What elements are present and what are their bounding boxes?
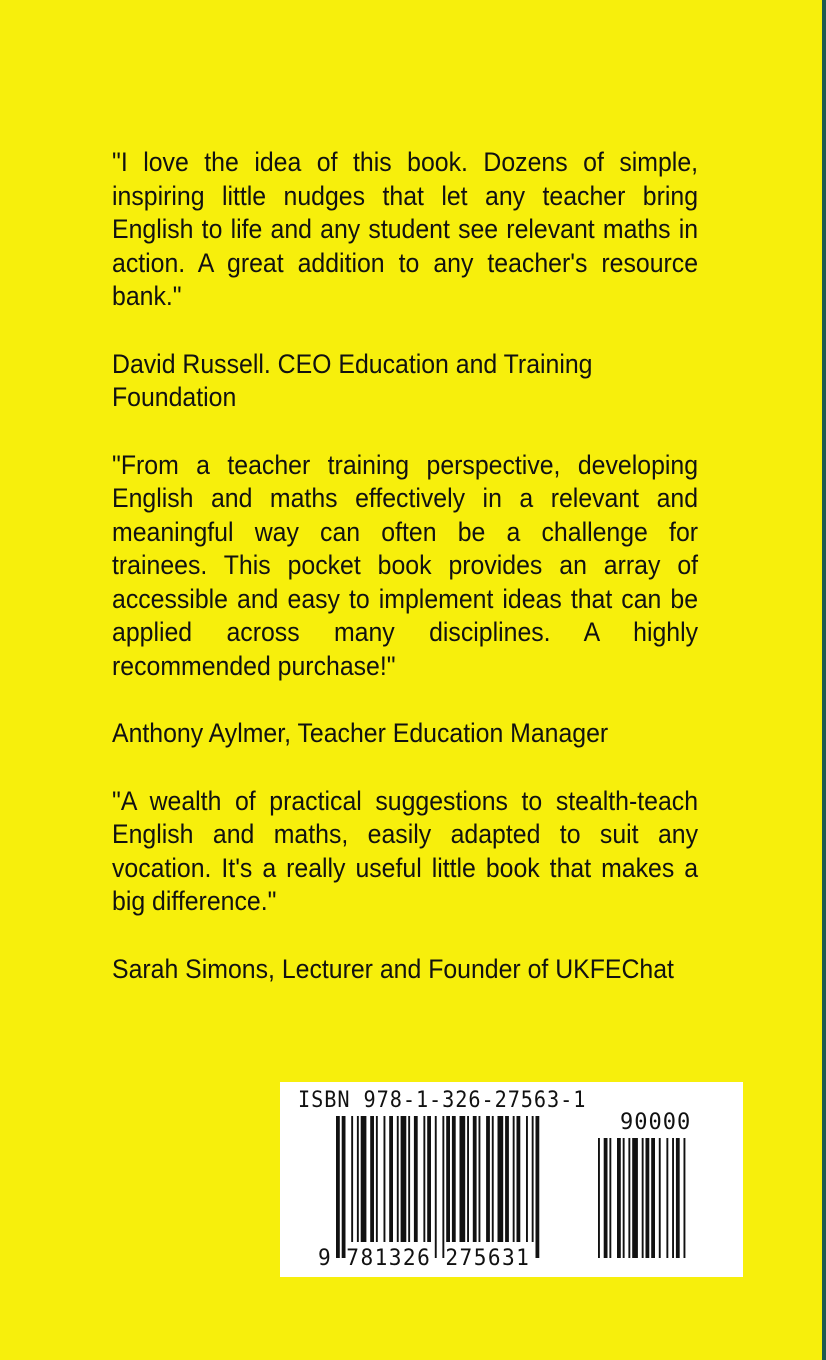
- barcode-bar: [492, 1116, 494, 1242]
- barcode-bar: [486, 1116, 490, 1242]
- ean-digits: 9 781326 275631: [318, 1246, 531, 1271]
- barcode-bar: [446, 1116, 450, 1242]
- barcode-bar: [604, 1138, 608, 1258]
- barcode-bar: [598, 1138, 600, 1258]
- barcode-bar: [672, 1138, 674, 1258]
- barcode-bar: [397, 1116, 399, 1242]
- barcode-bar: [623, 1138, 625, 1258]
- barcode-bar: [408, 1116, 410, 1242]
- barcode-bar: [336, 1116, 340, 1258]
- barcode-bar: [467, 1116, 469, 1242]
- barcode-bar: [532, 1116, 534, 1242]
- isbn-label: ISBN 978-1-326-27563-1: [298, 1088, 587, 1113]
- testimonial-attribution-2: Anthony Aylmer, Teacher Education Manager: [112, 718, 609, 748]
- testimonial-quote-3: "A wealth of practical suggestions to stealth-teach English and maths, easily adapted to suit any vocation. It's a really useful little book that makes a big difference.": [112, 785, 699, 916]
- testimonial-attribution-3: Sarah Simons, Lecturer and Founder of UKFEChat: [112, 953, 674, 984]
- barcode-bar: [479, 1116, 481, 1242]
- barcode-bar: [473, 1116, 477, 1242]
- barcode-bar: [414, 1116, 418, 1242]
- barcode-bar: [609, 1138, 611, 1258]
- barcode-bar: [666, 1138, 668, 1258]
- barcode-bar: [498, 1116, 504, 1242]
- testimonial-quote-1: "I love the idea of this book. Dozens of simple, inspiring little nudges that let any teacher bring English to life and any student see relevant maths in action. A great addition to any teacher's resource bank.": [112, 147, 699, 311]
- barcode-bar: [684, 1138, 686, 1258]
- barcode-bar: [632, 1138, 638, 1258]
- barcode-bar: [646, 1138, 650, 1258]
- attribution-1-line-1: David Russell. CEO Education and Training: [112, 348, 593, 379]
- barcode-bar: [536, 1116, 540, 1258]
- barcode-bar: [517, 1116, 521, 1242]
- barcode-bar: [505, 1116, 509, 1242]
- barcode-bar: [659, 1138, 661, 1258]
- barcode-bar: [376, 1116, 378, 1242]
- barcode-bar: [651, 1138, 655, 1258]
- spine-edge: [822, 0, 826, 1360]
- testimonial-quote-2: "From a teacher training perspective, developing English and maths effectively in a relevant and meaningful way can often be a challenge for trainees. This pocket book provides an array of accessible and easy to implement ideas that can be applied across many disciplines. A highly recommended purchase!": [112, 449, 699, 681]
- testimonial-attribution-1: [112, 348, 698, 415]
- barcode-bar: [526, 1116, 528, 1242]
- barcode-bar: [452, 1116, 456, 1242]
- barcode-bar: [676, 1138, 680, 1258]
- barcode-bar: [617, 1138, 621, 1258]
- barcode-bar: [513, 1116, 515, 1242]
- barcode-bar: [401, 1116, 407, 1242]
- barcode-bar: [628, 1138, 630, 1258]
- barcode-bar: [435, 1116, 437, 1258]
- barcode-bar: [423, 1116, 425, 1242]
- barcode-bar: [642, 1138, 644, 1258]
- barcode-bar: [361, 1116, 367, 1242]
- barcode-bar: [427, 1116, 431, 1242]
- barcode-bar: [460, 1116, 466, 1242]
- testimonials-block: [112, 146, 698, 986]
- price-code: 90000: [620, 1110, 692, 1135]
- barcode-bar: [351, 1116, 353, 1242]
- barcode-bar: [442, 1116, 444, 1258]
- barcode-bar: [389, 1116, 393, 1242]
- isbn-barcode: [280, 1082, 743, 1277]
- barcode-bar: [370, 1116, 374, 1242]
- barcode-bar: [342, 1116, 346, 1258]
- barcode-bar: [357, 1116, 359, 1242]
- attribution-1-line-2: Foundation: [112, 382, 237, 412]
- barcode-bar: [384, 1116, 386, 1242]
